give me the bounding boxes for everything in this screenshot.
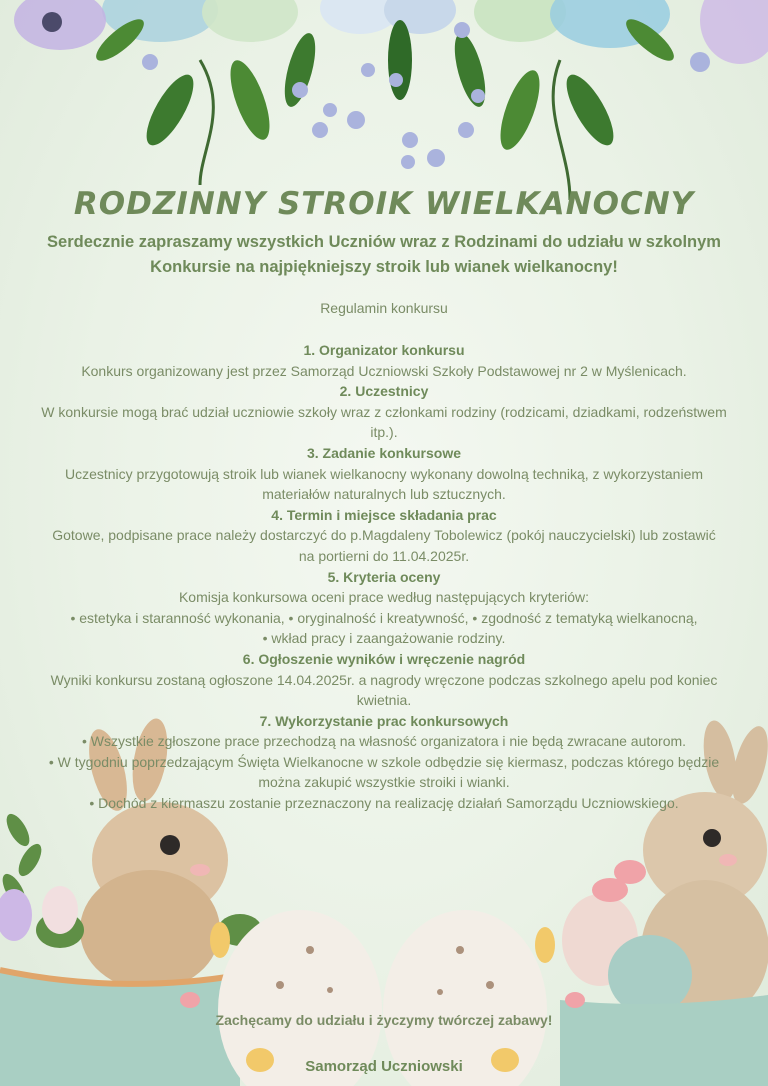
section-heading: 5. Kryteria oceny [327, 568, 441, 585]
section-wykorzystanie [8, 711, 760, 814]
poster-title: RODZINNY STROIK WIELKANOCNY [73, 186, 695, 222]
section-line: można zakupić wszystkie stroiki i wianki. [258, 774, 510, 791]
section-line: na portierni do 11.04.2025r. [298, 547, 470, 564]
section-heading: 7. Wykorzystanie prac konkursowych [259, 712, 509, 729]
section-line: Komisja konkursowa oceni prace według następujących kryteriów: [178, 589, 590, 606]
section-heading: 1. Organizator konkursu [303, 342, 465, 358]
intro-line: Serdecznie zapraszamy wszystkich Uczniów wraz z Rodzinami do udziału w szkolnym [47, 233, 721, 251]
section-heading: 2. Uczestnicy [339, 383, 429, 400]
section-termin [8, 505, 760, 567]
section-line: W konkursie mogą brać udział uczniowie szkoły wraz z członkami rodziny (rodzicami, dziadkami, rodzeństwem [41, 403, 727, 420]
section-heading: 4. Termin i miejsce składania prac [271, 506, 497, 523]
closing-text: Zachęcamy do udziału i życzymy twórczej zabawy! [215, 1012, 553, 1028]
section-zadanie [8, 443, 760, 505]
section-line: • wkład pracy i zaangażowanie rodziny. [262, 630, 506, 647]
section-line: itp.). [370, 424, 398, 441]
section-uczestnicy [8, 381, 760, 443]
rules-body [8, 340, 760, 814]
intro-text [10, 230, 758, 280]
signature: Samorząd Uczniowski [305, 1058, 463, 1075]
section-line: Gotowe, podpisane prace należy dostarczyć do p.Magdaleny Tobolewicz (pokój nauczycielski) lub zostawić [52, 527, 716, 544]
section-kryteria [8, 567, 760, 649]
section-line: Konkurs organizowany jest przez Samorząd Uczniowski Szkoły Podstawowej nr 2 w Myślenicach. [81, 362, 687, 379]
section-line: Wyniki konkursu zostaną ogłoszone 14.04.2025r. a nagrody wręczone podczas szkolnego apelu pod koniec [50, 671, 718, 688]
section-heading: 6. Ogłoszenie wyników i wręczenie nagród [242, 650, 526, 667]
section-line: • estetyka i staranność wykonania, • oryginalność i kreatywność, • zgodność z tematyką wielkanocną, [70, 609, 698, 626]
section-heading: 3. Zadanie konkursowe [306, 444, 462, 461]
intro-line: Konkursie na najpiękniejszy stroik lub wianek wielkanocny! [150, 258, 618, 276]
section-line: materiałów naturalnych lub sztucznych. [262, 486, 506, 503]
section-wyniki [8, 649, 760, 711]
section-line: Uczestnicy przygotowują stroik lub wianek wielkanocny wykonany dowolną techniką, z wykorzystaniem [64, 465, 704, 482]
section-line: • W tygodniu poprzedzającym Święta Wielkanocne w szkole odbędzie się kiermasz, podczas którego będzie [48, 753, 720, 770]
section-line: kwietnia. [356, 692, 412, 709]
section-organizator [8, 340, 760, 381]
section-line: • Wszystkie zgłoszone prace przechodzą na własność organizatora i nie będą zwracane autorom. [81, 733, 687, 750]
regulamin-label: Regulamin konkursu [320, 300, 448, 316]
section-line: • Dochód z kiermaszu zostanie przeznaczony na realizację działań Samorządu Uczniowskiego. [89, 795, 679, 812]
